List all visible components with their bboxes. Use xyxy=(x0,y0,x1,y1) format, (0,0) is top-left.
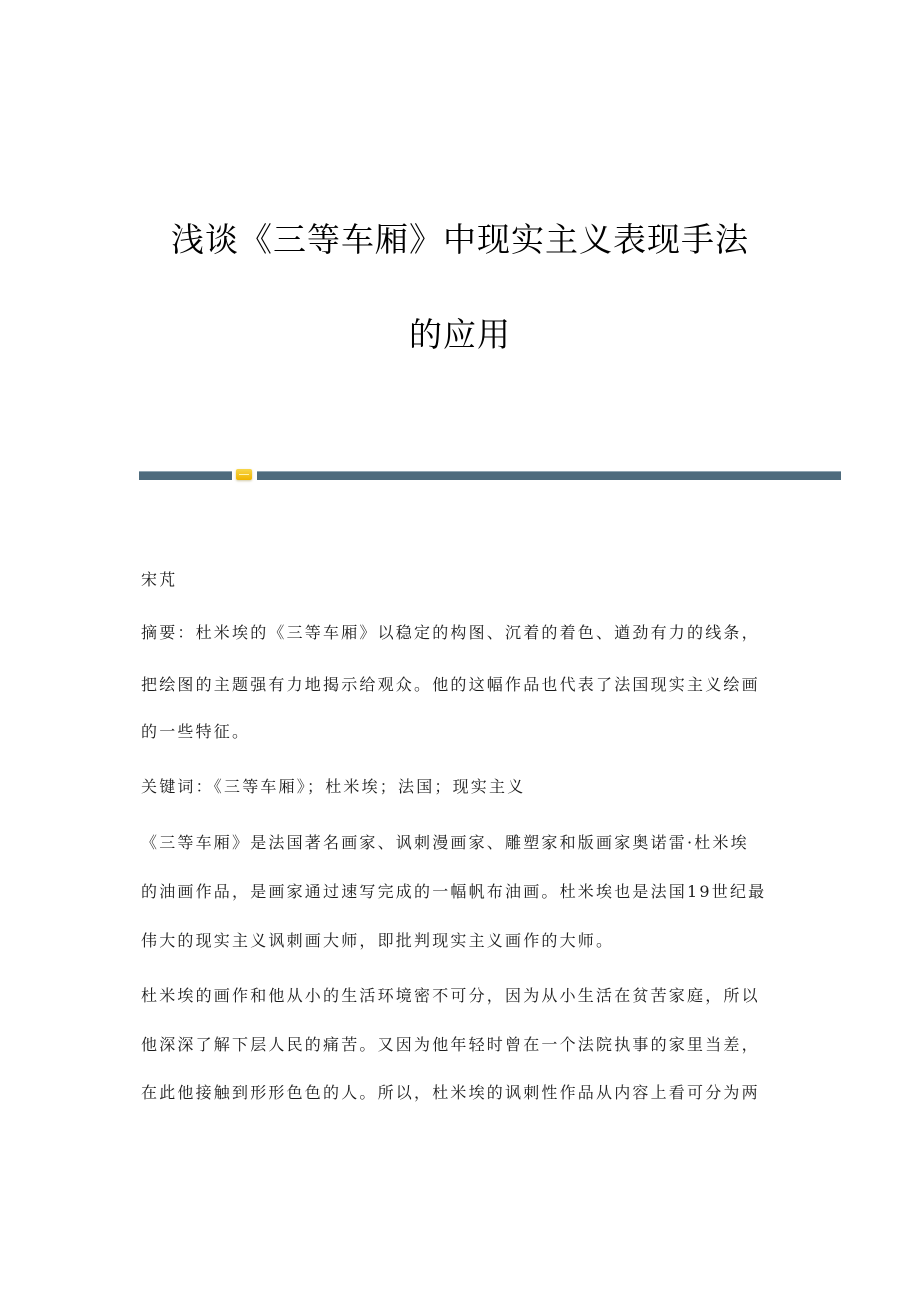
paragraph-line: 杜米埃的画作和他从小的生活环境密不可分，因为从小生活在贫苦家庭，所以 xyxy=(141,986,760,1005)
author: 宋芃 xyxy=(141,570,178,589)
document-title-line-2: 的应用 xyxy=(409,315,511,354)
paragraph-line: 《三等车厢》是法国著名画家、讽刺漫画家、雕塑家和版画家奥诺雷·杜米埃 xyxy=(141,833,749,852)
paragraph-line: 他深深了解下层人民的痛苦。又因为他年轻时曾在一个法院执事的家里当差， xyxy=(141,1035,760,1054)
document-title-line-1: 浅谈《三等车厢》中现实主义表现手法 xyxy=(171,220,749,259)
divider-bar-right xyxy=(257,471,841,480)
paragraph-line: 的油画作品，是画家通过速写完成的一幅帆布油画。杜米埃也是法国19世纪最 xyxy=(141,882,767,901)
abstract-line: 的一些特征。 xyxy=(141,722,251,741)
paragraph-line: 伟大的现实主义讽刺画大师，即批判现实主义画作的大师。 xyxy=(141,931,615,950)
divider-bar-left xyxy=(139,471,232,480)
envelope-icon xyxy=(236,469,252,480)
abstract-line: 把绘图的主题强有力地揭示给观众。他的这幅作品也代表了法国现实主义绘画 xyxy=(141,675,760,694)
paragraph-line: 在此他接触到形形色色的人。所以，杜米埃的讽刺性作品从内容上看可分为两 xyxy=(141,1083,760,1102)
keywords: 关键词：《三等车厢》；杜米埃；法国；现实主义 xyxy=(141,777,526,796)
abstract-line: 摘要：杜米埃的《三等车厢》以稳定的构图、沉着的着色、遒劲有力的线条， xyxy=(141,623,760,642)
